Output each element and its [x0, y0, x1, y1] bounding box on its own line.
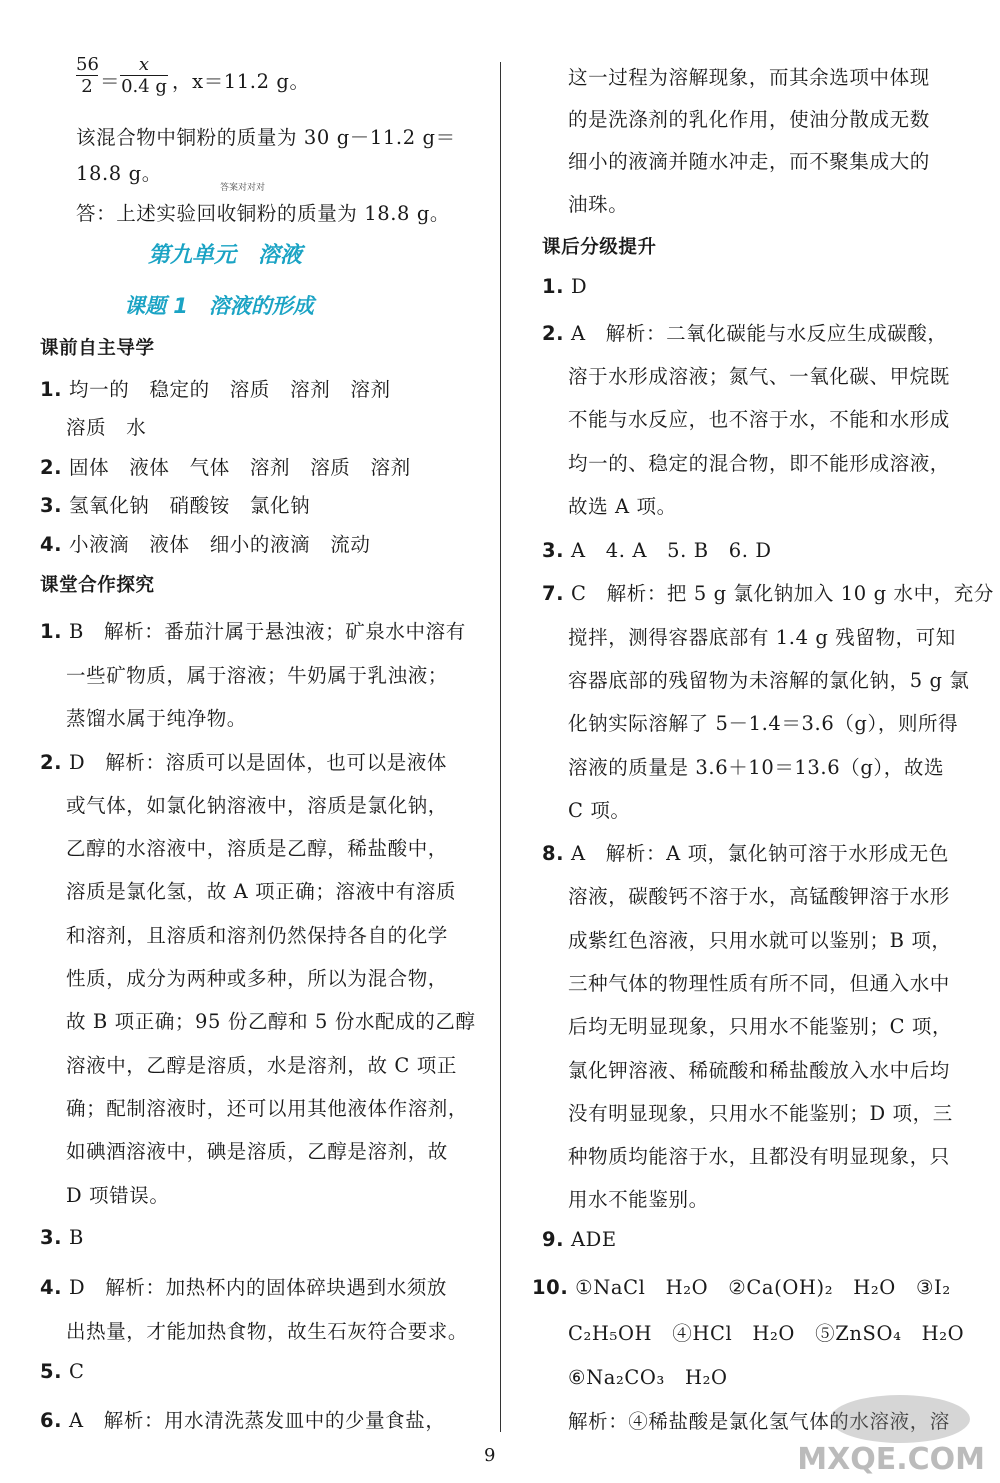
frac2-den: 0.4 g	[121, 76, 167, 97]
list-item: 3. 氢氧化钠 硝酸铵 氯化钠	[40, 494, 311, 517]
text-line: 化钠实际溶解了 5－1.4＝3.6（g），则所得	[568, 712, 959, 735]
text-line: 细小的液滴并随水冲走，而不聚集成大的	[568, 150, 930, 173]
text-line: 蒸馏水属于纯净物。	[66, 707, 247, 730]
text-line: 故 B 项正确；95 份乙醇和 5 份水配成的乙醇	[66, 1010, 476, 1033]
text-line: 氯化钾溶液、稀硫酸和稀盐酸放入水中后均	[568, 1059, 950, 1082]
text-line: 18.8 g。	[76, 162, 162, 185]
text-line: 溶于水形成溶液；氮气、一氧化碳、甲烷既	[568, 365, 950, 388]
text-line: 成紫红色溶液，只用水就可以鉴别；B 项，	[568, 929, 952, 952]
list-item: 4. 小液滴 液体 细小的液滴 流动	[40, 533, 371, 556]
answer-1: 1. B 解析：番茄汁属于悬浊液；矿泉水中溶有	[40, 620, 466, 643]
frac1-den: 2	[81, 76, 93, 97]
answer-2: 2. A 解析：二氧化碳能与水反应生成碳酸，	[542, 322, 948, 345]
text-line: 这一过程为溶解现象，而其余选项中体现	[568, 66, 930, 89]
text-line: 或气体，如氯化钠溶液中，溶质是氯化钠，	[66, 794, 448, 817]
column-divider	[500, 62, 501, 1432]
text-line: C 项。	[568, 799, 631, 822]
text-line: 没有明显现象，只用水不能鉴别；D 项，三	[568, 1102, 953, 1125]
unit-title: 第九单元 溶液	[148, 243, 303, 268]
section-heading-class: 课堂合作探究	[40, 575, 155, 596]
text-line: 均一的、稳定的混合物，即不能形成溶液，	[568, 452, 950, 475]
equals-sign: ＝	[100, 70, 121, 93]
text-line: 搅拌，测得容器底部有 1.4 g 残留物，可知	[568, 626, 956, 649]
text-line: 如碘酒溶液中，碘是溶质，乙醇是溶剂，故	[66, 1140, 448, 1163]
text-line: 故选 A 项。	[568, 495, 677, 518]
answer-10: 10. ①NaCl H₂O ②Ca(OH)₂ H₂O ③I₂	[532, 1276, 951, 1299]
text-line: 油珠。	[568, 193, 629, 216]
lesson-title: 课题 1 溶液的形成	[124, 294, 314, 318]
answer-3: 3. B	[40, 1226, 84, 1249]
text-line: 和溶剂，且溶质和溶剂仍然保持各自的化学	[66, 924, 448, 947]
fraction-x-over-0.4g	[120, 54, 168, 97]
text-line: 一些矿物质，属于溶液；牛奶属于乳浊液；	[66, 664, 448, 687]
text-line: 溶质是氯化氢，故 A 项正确；溶液中有溶质	[66, 880, 457, 903]
text-line: 解析：④稀盐酸是氯化氢气体的水溶液，溶	[568, 1410, 950, 1433]
text-line: 种物质均能溶于水，且都没有明显现象，只	[568, 1145, 950, 1168]
text-line: 后均无明显现象，只用水不能鉴别；C 项，	[568, 1015, 953, 1038]
answer-4: 4. D 解析：加热杯内的固体碎块遇到水须放	[40, 1276, 448, 1299]
answer-8: 8. A 解析：A 项，氯化钠可溶于水形成无色	[542, 842, 949, 865]
list-item: 2. 固体 液体 气体 溶剂 溶质 溶剂	[40, 456, 411, 479]
text-line: ⑥Na₂CO₃ H₂O	[568, 1366, 728, 1389]
text-line: C₂H₅OH ④HCl H₂O ⑤ZnSO₄ H₂O	[568, 1322, 965, 1345]
answer-9: 9. ADE	[542, 1228, 617, 1251]
text-line: 的是洗涤剂的乳化作用，使油分散成无数	[568, 108, 930, 131]
answer-6: 6. A 解析：用水清洗蒸发皿中的少量食盐，	[40, 1409, 446, 1432]
list-item: 1. 均一的 稳定的 溶质 溶剂 溶剂	[40, 378, 391, 401]
answer-line: 答：上述实验回收铜粉的质量为 18.8 g。	[76, 202, 450, 225]
text-line: 用水不能鉴别。	[568, 1188, 709, 1211]
text-line: D 项错误。	[66, 1184, 170, 1207]
text-line: 溶液的质量是 3.6＋10＝13.6（g），故选	[568, 756, 945, 779]
answers-3-6: 3. A 4. A 5. B 6. D	[542, 539, 772, 562]
answer-7: 7. C 解析：把 5 g 氯化钠加入 10 g 水中，充分	[542, 582, 994, 605]
section-heading-after: 课后分级提升	[542, 237, 657, 258]
watermark-text: MXQE.COM	[797, 1442, 985, 1477]
text-line: 三种气体的物理性质有所不同，但通入水中	[568, 972, 950, 995]
text-line: 性质，成分为两种或多种，所以为混合物，	[66, 967, 448, 990]
page-number: 9	[484, 1445, 496, 1466]
list-item: 溶质 水	[66, 416, 147, 439]
faint-stamp: 答案对对对	[220, 183, 266, 193]
equation-result: ，x＝11.2 g。	[172, 70, 310, 93]
text-line: 溶液中，乙醇是溶质，水是溶剂，故 C 项正	[66, 1054, 457, 1077]
text-line: 确；配制溶液时，还可以用其他液体作溶剂，	[66, 1097, 469, 1120]
frac2-num: x	[138, 54, 150, 75]
answer-5: 5. C	[40, 1360, 85, 1383]
text-line: 乙醇的水溶液中，溶质是乙醇，稀盐酸中，	[66, 837, 448, 860]
text-line: 该混合物中铜粉的质量为 30 g－11.2 g＝	[76, 126, 456, 149]
section-heading-preview: 课前自主导学	[40, 338, 155, 359]
text-line: 容器底部的残留物为未溶解的氯化钠，5 g 氯	[568, 669, 970, 692]
frac1-num: 56	[76, 54, 99, 75]
text-line: 溶液，碳酸钙不溶于水，高锰酸钾溶于水形	[568, 885, 950, 908]
answer-1: 1. D	[542, 275, 588, 298]
text-line: 不能与水反应，也不溶于水，不能和水形成	[568, 408, 950, 431]
site-watermark-logo	[780, 1389, 990, 1477]
text-line: 出热量，才能加热食物，故生石灰符合要求。	[66, 1320, 469, 1343]
answer-2: 2. D 解析：溶质可以是固体，也可以是液体	[40, 751, 448, 774]
fraction-56-over-2	[76, 54, 98, 97]
